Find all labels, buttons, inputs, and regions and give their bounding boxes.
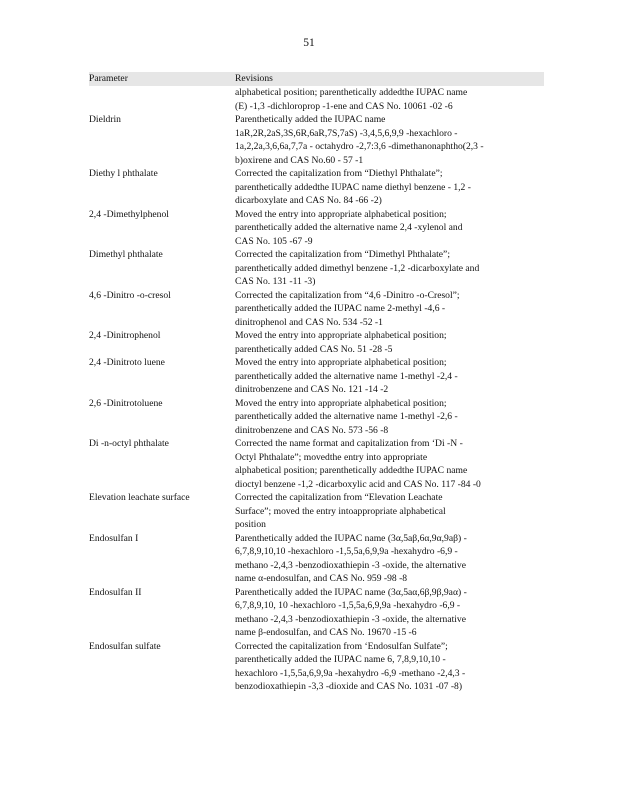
revision-line: alphabetical position; parenthetically addedthe IUPAC name xyxy=(235,465,468,476)
header-revisions: Revisions xyxy=(235,73,273,84)
table-row xyxy=(89,113,544,167)
row-parameter: Dimethyl phthalate xyxy=(89,249,163,260)
revision-line: Corrected the capitalization from “Dimethyl Phthalate”; xyxy=(235,249,450,260)
revision-line: 6,7,8,9,10,10 -hexachloro -1,5,5a,6,9,9a -hexahydro -6,9 - xyxy=(235,546,458,557)
table-row xyxy=(89,167,544,208)
revision-line: Moved the entry into appropriate alphabetical position; xyxy=(235,357,447,368)
revision-line: Corrected the capitalization from ‘Endosulfan Sulfate”; xyxy=(235,640,448,652)
revision-line: Octyl Phthalate”; movedthe entry into appropriate xyxy=(235,451,428,463)
row-revision xyxy=(235,437,544,491)
row-parameter: 4,6 -Dinitro -o-cresol xyxy=(89,289,171,301)
revision-line: dinitrobenzene and CAS No. 573 -56 -8 xyxy=(235,424,389,436)
revision-line: CAS No. 131 -11 -3) xyxy=(235,276,316,287)
revision-line: Corrected the capitalization from “Elevation Leachate xyxy=(235,492,443,503)
row-revision xyxy=(235,289,544,330)
revision-line: dinitrobenzene and CAS No. 121 -14 -2 xyxy=(235,384,389,395)
table-row xyxy=(89,586,544,640)
row-parameter: Endosulfan sulfate xyxy=(89,640,161,652)
row-revision xyxy=(235,208,544,249)
row-parameter: Endosulfan I xyxy=(89,532,139,544)
revision-line: position xyxy=(235,519,266,530)
revision-line: parenthetically added the alternative name 1-methyl -2,6 - xyxy=(235,411,458,422)
row-parameter: Diethy l phthalate xyxy=(89,168,158,179)
revision-line: Corrected the capitalization from “4,6 -Dinitro -o-Cresol”; xyxy=(235,289,460,301)
row-revision xyxy=(235,356,544,397)
revision-line: (E) -1,3 -dichloroprop -1-ene and CAS No. 10061 -02 -6 xyxy=(235,100,453,112)
revision-line: Surface”; moved the entry intoappropriate alphabetical xyxy=(235,505,446,517)
table-row xyxy=(89,248,544,289)
row-revision xyxy=(235,248,544,289)
row-parameter: Elevation leachate surface xyxy=(89,492,190,503)
row-parameter xyxy=(89,86,235,113)
row-parameter: Endosulfan II xyxy=(89,586,142,598)
table-row xyxy=(89,356,544,397)
row-parameter: 2,4 -Dinitroto luene xyxy=(89,357,165,368)
revision-line: dicarboxylate and CAS No. 84 -66 -2) xyxy=(235,195,382,206)
header-parameter: Parameter xyxy=(89,73,128,84)
table-body xyxy=(89,86,544,694)
row-revision xyxy=(235,113,544,167)
revision-line: parenthetically added the IUPAC name 6, 7,8,9,10,10 - xyxy=(235,654,446,665)
table-row xyxy=(89,208,544,249)
revision-line: parenthetically addedthe IUPAC name diethyl benzene - 1,2 - xyxy=(235,181,471,193)
table-row xyxy=(89,86,544,113)
revision-line: 6,7,8,9,10, 10 -hexachloro -1,5,5a,6,9,9a -hexahydro -6,9 - xyxy=(235,600,461,611)
revision-line: b)oxirene and CAS No.60 - 57 -1 xyxy=(235,154,364,166)
revision-line: 1aR,2R,2aS,3S,6R,6aR,7S,7aS) -3,4,5,6,9,9 -hexachloro - xyxy=(235,127,458,139)
table-row xyxy=(89,397,544,438)
row-parameter: Dieldrin xyxy=(89,114,121,125)
row-revision xyxy=(235,167,544,208)
revision-line: methano -2,4,3 -benzodioxathiepin -3 -oxide, the alternative xyxy=(235,613,466,625)
revision-line: dinitrophenol and CAS No. 534 -52 -1 xyxy=(235,316,383,328)
row-revision xyxy=(235,329,544,356)
revision-line: Corrected the capitalization from “Diethyl Phthalate”; xyxy=(235,168,443,179)
table-header xyxy=(89,72,544,86)
revision-line: dioctyl benzene -1,2 -dicarboxylic acid and CAS No. 117 -84 -0 xyxy=(235,478,481,490)
revision-line: name β-endosulfan, and CAS No. 19670 -15 -6 xyxy=(235,627,417,638)
table-row xyxy=(89,329,544,356)
revision-line: parenthetically added the alternative name 2,4 -xylenol and xyxy=(235,222,463,233)
page-number: 51 xyxy=(303,37,315,49)
row-parameter: 2,4 -Dimethylphenol xyxy=(89,208,169,220)
revision-line: name α-endosulfan, and CAS No. 959 -98 -8 xyxy=(235,573,408,584)
revision-line: Moved the entry into appropriate alphabetical position; xyxy=(235,330,447,341)
table-row xyxy=(89,640,544,694)
revision-line: 1a,2,2a,3,6,6a,7,7a - octahydro -2,7:3,6 -dimethanonaphtho(2,3 - xyxy=(235,141,484,152)
table-row xyxy=(89,289,544,330)
revision-line: hexachloro -1,5,5a,6,9,9a -hexahydro -6,9 -methano -2,4,3 - xyxy=(235,667,466,679)
row-parameter: 2,6 -Dinitrotoluene xyxy=(89,397,163,409)
revision-line: parenthetically added dimethyl benzene -1,2 -dicarboxylate and xyxy=(235,262,480,274)
table-row xyxy=(89,491,544,532)
revisions-table xyxy=(89,72,544,694)
revision-line: Moved the entry into appropriate alphabetical position; xyxy=(235,208,447,220)
revision-line: parenthetically added the alternative name 1-methyl -2,4 - xyxy=(235,370,458,382)
row-revision xyxy=(235,640,544,694)
revision-line: Parenthetically added the IUPAC name (3α,5aα,6β,9β,9aα) - xyxy=(235,586,467,598)
revision-line: Parenthetically added the IUPAC name (3α,5aβ,6α,9α,9aβ) - xyxy=(235,532,467,544)
revision-line: alphabetical position; parenthetically addedthe IUPAC name xyxy=(235,87,468,98)
row-parameter: 2,4 -Dinitrophenol xyxy=(89,330,161,341)
row-revision xyxy=(235,491,544,532)
table-row xyxy=(89,437,544,491)
revision-line: Corrected the name format and capitalization from ‘Di -N - xyxy=(235,438,463,449)
revision-line: Parenthetically added the IUPAC name xyxy=(235,114,386,125)
row-revision xyxy=(235,397,544,438)
revision-line: methano -2,4,3 -benzodioxathiepin -3 -oxide, the alternative xyxy=(235,559,466,571)
revision-line: CAS No. 105 -67 -9 xyxy=(235,235,313,247)
row-parameter: Di -n-octyl phthalate xyxy=(89,438,169,449)
revision-line: Moved the entry into appropriate alphabetical position; xyxy=(235,397,447,409)
table-row xyxy=(89,532,544,586)
revision-line: parenthetically added CAS No. 51 -28 -5 xyxy=(235,343,393,355)
row-revision xyxy=(235,532,544,586)
row-revision xyxy=(235,586,544,640)
row-revision xyxy=(235,86,544,113)
revision-line: parenthetically added the IUPAC name 2-methyl -4,6 - xyxy=(235,303,446,314)
revision-line: benzodioxathiepin -3,3 -dioxide and CAS No. 1031 -07 -8) xyxy=(235,681,463,692)
